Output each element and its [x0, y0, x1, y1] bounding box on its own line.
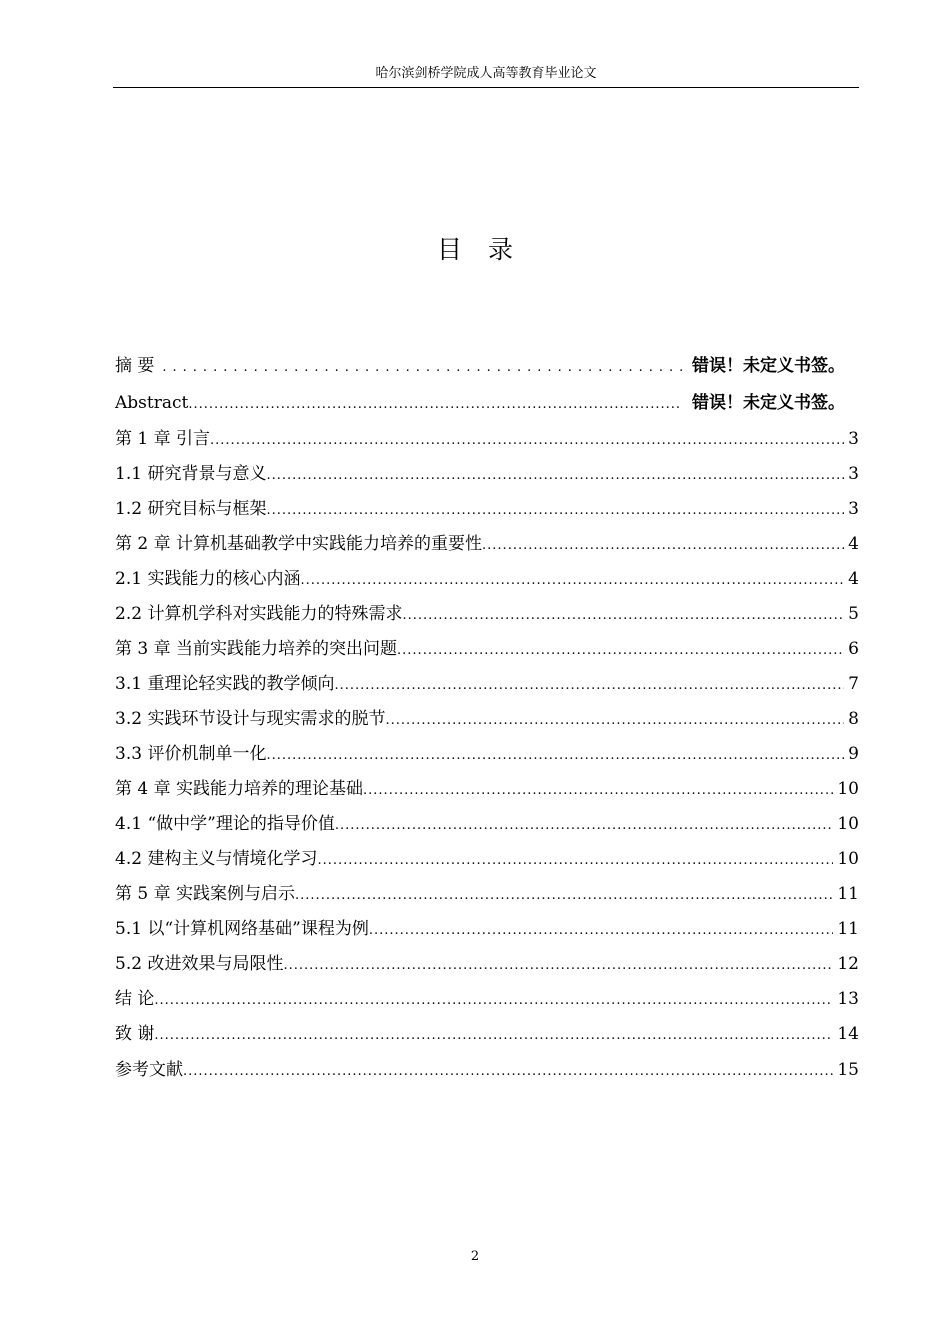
toc-dot-leader: [154, 1018, 833, 1053]
toc-entry-page: 3: [848, 429, 859, 449]
toc-entry-label: 2.1 实践能力的核心内涵: [115, 569, 301, 589]
toc-entry[interactable]: [115, 877, 859, 912]
toc-entry[interactable]: [115, 982, 859, 1017]
toc-entry-label: 4.2 建构主义与情境化学习: [115, 849, 318, 869]
page-number: 2: [470, 1249, 480, 1264]
toc-dot-leader: [402, 598, 844, 633]
toc-entry[interactable]: [115, 457, 859, 492]
toc-entry-label: 4.1 “做中学”理论的指导价值: [115, 814, 335, 834]
toc-entry-page: 6: [848, 639, 859, 659]
toc-dot-leader: [154, 983, 833, 1018]
toc-entry-page: 10: [837, 849, 859, 869]
toc-entry-label: 3.3 评价机制单一化: [115, 744, 267, 764]
toc-entry-page: 11: [837, 919, 859, 939]
running-header: 哈尔滨剑桥学院成人高等教育毕业论文: [375, 66, 597, 81]
table-of-contents: [115, 348, 859, 1089]
toc-entry-page: 7: [848, 674, 859, 694]
toc-entry[interactable]: [115, 772, 859, 807]
toc-entry-label: 参考文献: [115, 1060, 183, 1080]
toc-dot-leader: [482, 528, 844, 563]
toc-dot-leader: [397, 633, 844, 668]
toc-entry[interactable]: [115, 947, 859, 982]
toc-entry[interactable]: [115, 597, 859, 632]
toc-entry[interactable]: [115, 842, 859, 877]
toc-dot-leader: [335, 808, 834, 843]
toc-entry[interactable]: [115, 667, 859, 702]
toc-entry-page: 10: [837, 779, 859, 799]
toc-entry-label: Abstract: [115, 393, 189, 413]
toc-dot-leader: [317, 843, 833, 878]
toc-entry-label: 3.1 重理论轻实践的教学倾向: [115, 674, 335, 694]
toc-dot-leader: [266, 458, 844, 493]
header-rule: [113, 87, 859, 88]
toc-dot-leader: [300, 563, 844, 598]
toc-entry-label: 第 2 章 计算机基础教学中实践能力培养的重要性: [115, 534, 483, 554]
toc-entry-page: 3: [848, 464, 859, 484]
toc-entry[interactable]: [115, 492, 859, 527]
toc-entry-label: 摘 要: [115, 356, 155, 376]
toc-entry-page: 13: [837, 989, 859, 1009]
toc-entry-page: 4: [848, 569, 859, 589]
toc-entry-label: 5.2 改进效果与局限性: [115, 954, 284, 974]
toc-dot-leader: [188, 386, 682, 423]
toc-entry-label: 第 4 章 实践能力培养的理论基础: [115, 779, 364, 799]
toc-entry-label: 1.1 研究背景与意义: [115, 464, 267, 484]
toc-entry-page: 11: [837, 884, 859, 904]
toc-dot-leader: [334, 668, 844, 703]
toc-entry-label: 1.2 研究目标与框架: [115, 499, 267, 519]
toc-entry-page: 10: [837, 814, 859, 834]
toc-entry-page: 12: [837, 954, 859, 974]
toc-dot-leader: [162, 349, 682, 386]
toc-dot-leader: [183, 1053, 833, 1090]
toc-entry-label: 致 谢: [115, 1024, 155, 1044]
toc-entry[interactable]: [115, 737, 859, 772]
toc-entry[interactable]: [115, 562, 859, 597]
toc-entry-label: 结 论: [115, 989, 155, 1009]
toc-entry[interactable]: [115, 1052, 859, 1089]
toc-entry-label: 第 3 章 当前实践能力培养的突出问题: [115, 639, 398, 659]
toc-entry-abstract-en[interactable]: [115, 385, 859, 422]
toc-dot-leader: [210, 423, 844, 458]
toc-entry[interactable]: [115, 1017, 859, 1052]
toc-entry-page: 14: [837, 1024, 859, 1044]
toc-entry-page: 15: [837, 1060, 859, 1080]
toc-entry-label: 第 5 章 实践案例与启示: [115, 884, 296, 904]
toc-entry[interactable]: [115, 807, 859, 842]
toc-entry[interactable]: [115, 422, 859, 457]
toc-title: 目录: [436, 235, 539, 264]
toc-entry-page: 5: [848, 604, 859, 624]
toc-entry-label: 2.2 计算机学科对实践能力的特殊需求: [115, 604, 403, 624]
toc-entry-abstract-cn[interactable]: [115, 348, 859, 385]
toc-entry-label: 3.2 实践环节设计与现实需求的脱节: [115, 709, 386, 729]
toc-entry[interactable]: [115, 632, 859, 667]
toc-entry-page: 3: [848, 499, 859, 519]
toc-entry[interactable]: [115, 527, 859, 562]
toc-entry-page: 9: [848, 744, 859, 764]
toc-entry-page: 错误！未定义书签。: [692, 356, 845, 376]
toc-dot-leader: [283, 948, 833, 983]
toc-dot-leader: [385, 703, 844, 738]
toc-entry-page: 8: [848, 709, 859, 729]
toc-entry-page: 4: [848, 534, 859, 554]
toc-entry-page: 错误！未定义书签。: [692, 393, 845, 413]
toc-dot-leader: [295, 878, 833, 913]
toc-entry-label: 第 1 章 引言: [115, 429, 211, 449]
toc-entry[interactable]: [115, 912, 859, 947]
toc-dot-leader: [266, 738, 844, 773]
toc-dot-leader: [369, 913, 834, 948]
toc-entry[interactable]: [115, 702, 859, 737]
toc-dot-leader: [266, 493, 844, 528]
toc-entry-label: 5.1 以“计算机网络基础”课程为例: [115, 919, 369, 939]
toc-dot-leader: [363, 773, 833, 808]
